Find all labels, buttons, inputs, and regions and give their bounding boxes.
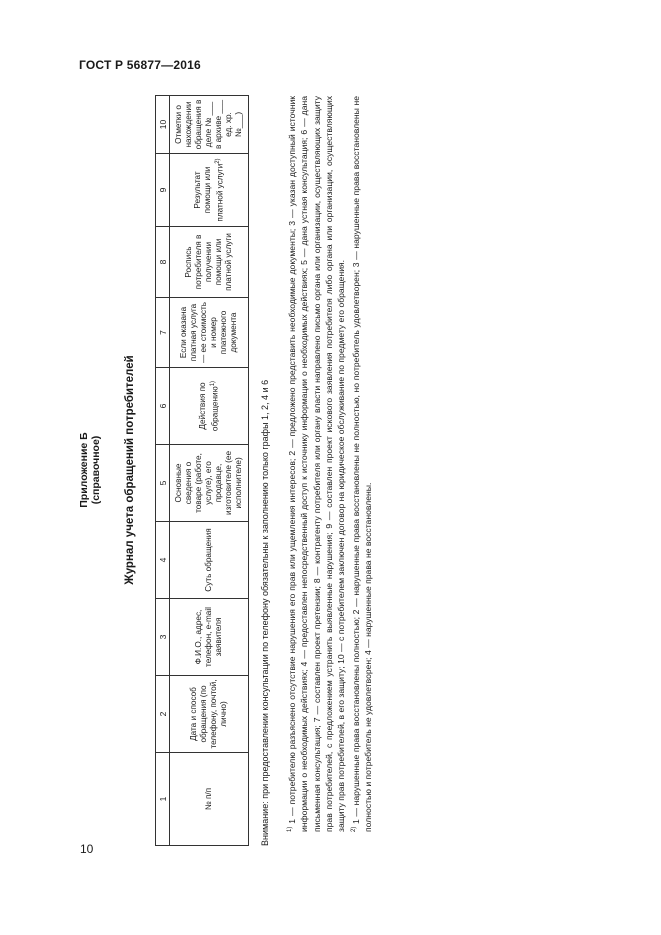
- header-signature: Роспись потребителя в получении помощи или платной услуги: [170, 227, 249, 298]
- col-number: 2: [156, 676, 170, 753]
- warning-note: Внимание: при предоставлении консультации по телефону обязательны к заполнению только графы 1, 2, 4 и 6: [260, 379, 270, 846]
- header-product-info: Основные сведения о товаре (работе, услуге), его продавце, изготовителе (ее исполнителе): [170, 445, 249, 522]
- header-applicant: Ф.И.О., адрес, телефон, e-mail заявителя: [170, 599, 249, 676]
- header-result: Результат помощи или платной услуги$^{2)}$: [170, 154, 249, 227]
- table-title: Журнал учета обращений потребителей: [124, 355, 136, 585]
- page-number: 10: [80, 842, 94, 856]
- running-header: ГОСТ Р 56877—2016: [79, 58, 201, 72]
- footnote-mark: 1): [209, 380, 216, 387]
- footnote-mark: 2): [214, 158, 221, 164]
- header-row-number: № п/п: [170, 753, 249, 846]
- col-number: 5: [156, 445, 170, 522]
- header-paid-service: Если оказана платная услуга — ее стоимость и номер платежного документа: [170, 298, 249, 368]
- col-number: 8: [156, 227, 170, 298]
- footnotes: [284, 96, 375, 846]
- col-number: 7: [156, 298, 170, 368]
- column-number-row: [156, 96, 170, 846]
- footnote-1: $^{1)}$ 1 — потребителю разъяснено отсутствие нарушения его прав или ущемления интересов; 2 — предложено представить необходимые документы; 3 — указан доступный источник информации о необходимых действиях; 4 — предоставлен непосредственный доступ к источнику информации о необходимых действиях; 5 — дана устная консультация; 6 — дана письменная консультация; 7 — составлен проект претензии; 8 — контрагенту потребителя или органу власти направлено письмо органа или организации, осуществляющих защиту прав потребителей, с предложением устранить выявленные нарушения; 9 — составлен проект искового заявления потребителя либо органа или организации, осуществляющих защиту прав потребителей, в его защиту; 10 — с потребителем заключен договор на юридическое обслуживание по предмету его обращения.: [286, 95, 347, 832]
- col-number: 6: [156, 368, 170, 445]
- col-number: 10: [156, 96, 170, 154]
- appendix-status: (справочное): [90, 435, 102, 505]
- col-number: 3: [156, 599, 170, 676]
- header-date-method: Дата и способ обращения (по телефону, почтой, лично): [170, 676, 249, 753]
- col-number: 9: [156, 154, 170, 227]
- header-archive: Отметки о нахождении обращения в деле № ___ в архиве ___ ед. хр. №___): [170, 96, 249, 154]
- header-essence: Суть обращения: [170, 522, 249, 599]
- col-number: 1: [156, 753, 170, 846]
- header-actions: Действия по обращению$^{1)}$: [170, 368, 249, 445]
- consumer-journal-table: [155, 95, 249, 846]
- col-number: 4: [156, 522, 170, 599]
- column-header-row: [170, 96, 249, 846]
- rotated-page-content: [78, 90, 598, 850]
- footnote-2: $^{2)}$ 1 — нарушенные права восстановлены полностью; 2 — нарушенные права восстановлены не полностью, но потребитель удовлетворен; 3 — нарушенные права восстановлены не полностью и потребитель не удовлетворен; 4 — нарушенные права не восстановлены.: [350, 96, 374, 832]
- appendix-label: Приложение Б: [78, 432, 90, 508]
